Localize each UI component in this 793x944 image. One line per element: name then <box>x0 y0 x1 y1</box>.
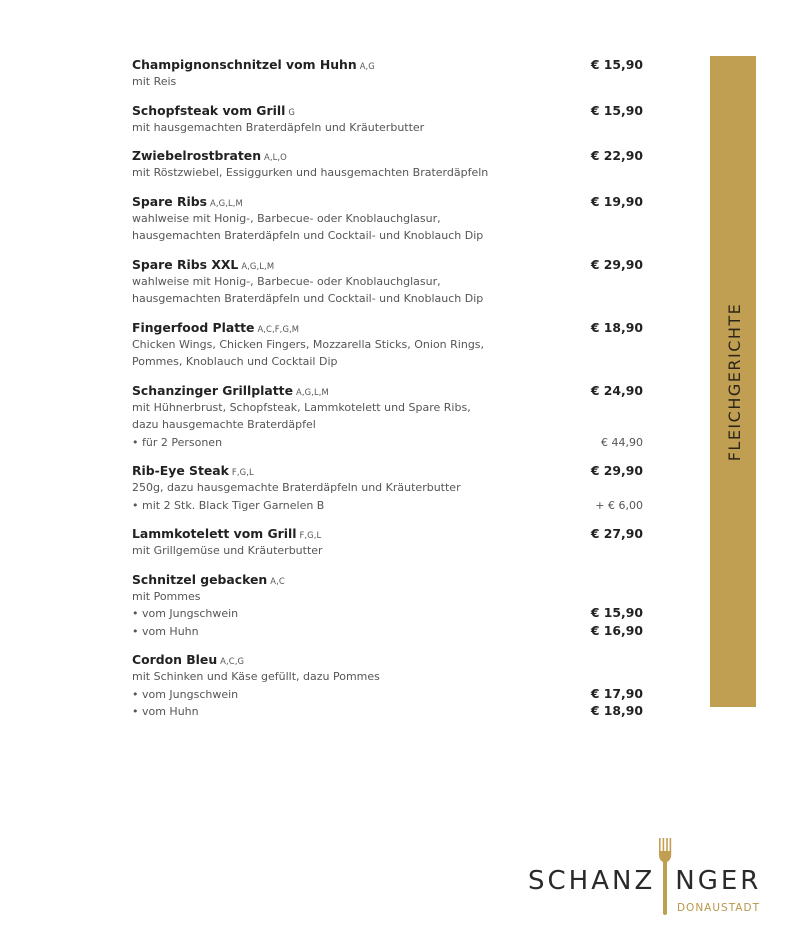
description-text: Chicken Wings, Chicken Fingers, Mozzarella Sticks, Onion Rings, <box>132 337 485 351</box>
dish-name: Fingerfood Platte <box>132 319 255 335</box>
description-text: • mit 2 Stk. Black Tiger Garnelen B <box>132 498 325 512</box>
description-text: mit hausgemachten Braterdäpfeln und Kräuterbutter <box>132 120 425 134</box>
description-line <box>132 416 643 434</box>
menu-item-header <box>132 569 643 588</box>
description-line <box>132 336 643 354</box>
dish-name: Champignonschnitzel vom Huhn <box>132 57 357 72</box>
allergen-codes: A,G,L,M <box>210 197 243 208</box>
menu-item-header <box>132 54 643 73</box>
dish-name: Spare Ribs XXL <box>132 256 239 272</box>
menu-item <box>132 191 643 245</box>
allergen-codes: A,G,L,M <box>296 386 329 397</box>
description-line <box>132 479 643 497</box>
description-text: mit Schinken und Käse gefüllt, dazu Pommes <box>132 670 380 683</box>
dish-price: € 27,90 <box>590 526 643 541</box>
description-line <box>132 73 643 91</box>
description-line <box>132 623 643 641</box>
description-line <box>132 686 643 704</box>
description-text: mit Pommes <box>132 589 201 603</box>
allergen-codes: A,L,O <box>264 152 287 162</box>
menu-item <box>132 460 643 514</box>
description-line <box>132 703 643 721</box>
description-text: mit Grillgemüse und Kräuterbutter <box>132 544 323 557</box>
brand-logo <box>528 838 764 918</box>
description-text: • vom Jungschwein <box>132 607 239 620</box>
dish-name: Schnitzel gebacken <box>132 571 268 587</box>
menu-item-header <box>132 460 643 479</box>
allergen-codes: F,G,L <box>231 467 254 477</box>
menu-list <box>132 54 643 730</box>
option-price: + € 6,00 <box>595 498 643 512</box>
menu-item <box>132 317 643 371</box>
description-line <box>132 164 643 182</box>
menu-item-header <box>132 523 643 542</box>
menu-item <box>132 100 643 137</box>
menu-item <box>132 380 643 452</box>
menu-item <box>132 569 643 641</box>
menu-item-header <box>132 380 643 399</box>
option-price: € 18,90 <box>590 703 643 718</box>
description-line <box>132 210 643 228</box>
description-text: mit Hühnerbrust, Schopfsteak, Lammkotelett und Spare Ribs, <box>132 400 471 414</box>
brand-wordmark <box>528 866 761 896</box>
dish-name: Schopfsteak vom Grill <box>132 102 286 118</box>
option-price: € 17,90 <box>590 685 643 701</box>
dish-price: € 22,90 <box>590 148 643 163</box>
option-price: € 44,90 <box>601 435 643 449</box>
menu-item <box>132 254 643 308</box>
menu-item-header <box>132 145 643 164</box>
description-line <box>132 542 643 560</box>
category-band <box>710 56 756 707</box>
description-line <box>132 588 643 606</box>
description-text: dazu hausgemachte Braterdäpfel <box>132 418 316 431</box>
description-line <box>132 668 643 686</box>
allergen-codes: F,G,L <box>299 530 322 540</box>
option-price: € 15,90 <box>590 605 643 620</box>
description-text: • vom Jungschwein <box>132 687 239 701</box>
description-text: • vom Huhn <box>132 705 199 718</box>
dish-price: € 15,90 <box>590 102 643 118</box>
dish-name: Spare Ribs <box>132 193 208 209</box>
brand-subtitle: DONAUSTADT <box>676 902 760 914</box>
description-text: wahlweise mit Honig-, Barbecue- oder Knoblauchglasur, <box>132 211 441 225</box>
description-line <box>132 273 643 291</box>
allergen-codes: A,C <box>270 575 285 586</box>
description-line <box>132 434 643 452</box>
dish-price: € 18,90 <box>590 319 643 335</box>
description-text: 250g, dazu hausgemachte Braterdäpfeln und Kräuterbutter <box>132 481 461 494</box>
description-line <box>132 353 643 371</box>
dish-price: € 19,90 <box>590 193 643 209</box>
description-text: mit Röstzwiebel, Essiggurken und hausgemachten Braterdäpfeln <box>132 166 489 179</box>
option-price: € 16,90 <box>590 622 643 638</box>
dish-name: Rib-Eye Steak <box>132 463 229 478</box>
menu-item-header <box>132 191 643 210</box>
allergen-codes: G <box>288 106 295 117</box>
menu-item <box>132 145 643 182</box>
description-line <box>132 227 643 245</box>
description-text: Pommes, Knoblauch und Cocktail Dip <box>132 355 338 368</box>
description-text: • für 2 Personen <box>132 435 223 449</box>
allergen-codes: A,C,G <box>220 656 245 666</box>
menu-item-header <box>132 317 643 336</box>
description-line <box>132 290 643 308</box>
menu-item <box>132 54 643 91</box>
dish-price: € 24,90 <box>590 382 643 398</box>
allergen-codes: A,C,F,G,M <box>257 323 300 334</box>
brand-name-right: NGER <box>675 866 762 896</box>
dish-name: Cordon Bleu <box>132 652 218 667</box>
allergen-codes: A,G,L,M <box>241 260 275 271</box>
allergen-codes: A,G <box>359 61 375 71</box>
dish-name: Zwiebelrostbraten <box>132 148 262 163</box>
menu-item <box>132 523 643 560</box>
description-text: wahlweise mit Honig-, Barbecue- oder Knoblauchglasur, <box>132 274 441 288</box>
dish-price: € 29,90 <box>590 256 643 272</box>
dish-name: Lammkotelett vom Grill <box>132 526 297 541</box>
menu-item-header <box>132 100 643 119</box>
description-line <box>132 119 643 137</box>
description-line <box>132 497 643 515</box>
description-line <box>132 399 643 417</box>
brand-name-left: SCHANZ <box>528 866 656 896</box>
category-title: fleichgerichte <box>720 302 746 461</box>
menu-item-header <box>132 254 643 273</box>
dish-price: € 15,90 <box>590 57 643 72</box>
description-text: hausgemachten Braterdäpfeln und Cocktail- und Knoblauch Dip <box>132 229 484 242</box>
description-text: hausgemachten Braterdäpfeln und Cocktail- und Knoblauch Dip <box>132 292 484 305</box>
menu-item-header <box>132 649 643 668</box>
dish-name: Schanzinger Grillplatte <box>132 382 293 398</box>
dish-price: € 29,90 <box>590 463 643 478</box>
description-text: • vom Huhn <box>132 624 199 638</box>
menu-item <box>132 649 643 721</box>
description-text: mit Reis <box>132 75 177 88</box>
description-line <box>132 605 643 623</box>
